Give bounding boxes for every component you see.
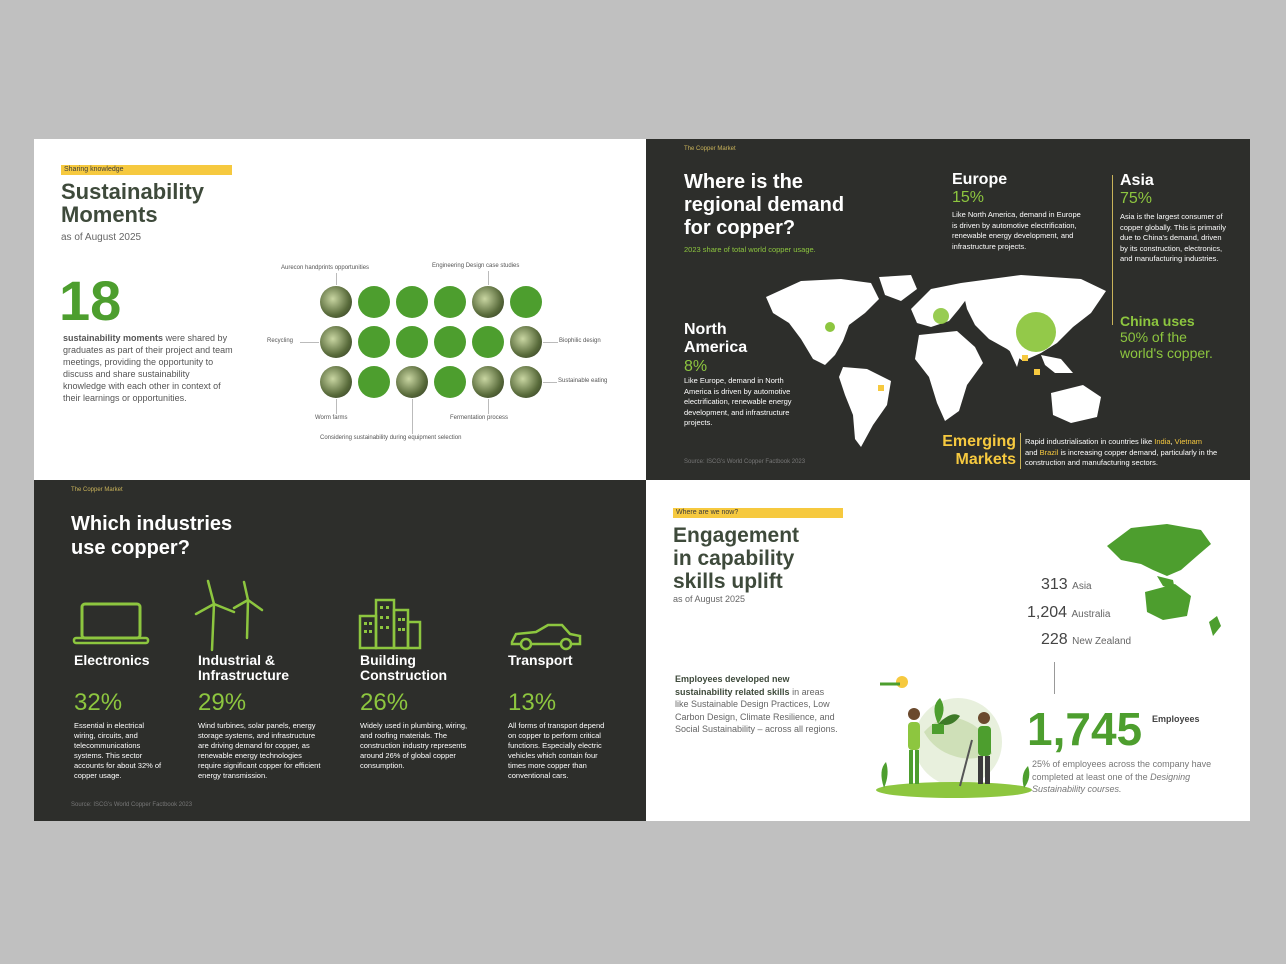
asia-text: Asia is the largest consumer of copper globally. This is primarily due to China's demand, driven by its construction, electronics, and manufacturing industries. — [1120, 212, 1227, 263]
bubble-europe — [933, 308, 949, 324]
industry-text: All forms of transport depend on copper to perform critical functions. Especially electric vehicles which contain four times more copper than conventional cars. — [508, 721, 605, 780]
photo-circle — [396, 366, 428, 398]
buildings-icon — [358, 598, 422, 650]
big-number: 18 — [59, 269, 122, 332]
asia-heading: Asia — [1120, 172, 1154, 189]
industry-pct: 32% — [74, 689, 123, 716]
photo-circle — [510, 366, 542, 398]
emerging-text: Rapid industrialisation in countries like India, Vietnam and Brazil is increasing copper demand, particularly in the construction and manufacturing sectors. — [1025, 437, 1218, 467]
leader-line — [543, 342, 558, 343]
industry-text: Essential in electrical wiring, circuits, and telecommunications systems. This sector accounts for about 32% of copper usage. — [74, 721, 162, 780]
stat-new-zealand — [1041, 631, 1131, 649]
stat-asia — [1041, 576, 1092, 594]
panel-industries — [34, 480, 646, 821]
industry-transport: Transport 13% All forms of transport depend on copper to perform critical functions. Especially electric vehicles which contain four times more copper than conventional cars. — [508, 653, 618, 781]
panel-capability-uplift — [646, 480, 1250, 821]
marker-emerging — [878, 385, 884, 391]
industry-electronics: Electronics 32% Essential in electrical wiring, circuits, and telecommunications systems. This sector accounts for about 32% of copper usage. — [74, 653, 184, 781]
bubble-north-america — [825, 322, 835, 332]
wind-turbine-icon — [194, 578, 266, 652]
label-engineering: Engineering Design case studies — [432, 263, 520, 269]
moment-circle — [472, 326, 504, 358]
photo-circle — [320, 326, 352, 358]
china-callout: China uses 50% of the world's copper. — [1120, 313, 1213, 361]
map-south-america — [839, 367, 891, 447]
description: sustainability moments were shared by graduates as part of their project and team meetings, providing the opportunity to discuss and share sustainability knowledge with each other in context of their learnings or opportunities. — [63, 333, 233, 403]
total-description: 25% of employees across the company have completed at least one of the Designing Sustainability courses. — [1032, 759, 1212, 794]
world-map — [761, 269, 1111, 449]
map-greenland — [879, 275, 917, 301]
stat-label: Australia — [1071, 609, 1111, 620]
label-biophilic: Biophilic design — [559, 338, 601, 344]
north-america-pct: 8% — [684, 358, 708, 375]
photo-circle — [320, 366, 352, 398]
stat-label: Asia — [1072, 581, 1092, 592]
leader-line — [488, 271, 489, 285]
north-america-heading: North America — [684, 321, 748, 356]
stat-number: 228 — [1041, 631, 1068, 648]
page-title: Which industries use copper? — [71, 513, 233, 559]
description: Employees developed new sustainability related skills in areas like Sustainable Design Practices, Low Carbon Design, Climate Resilience, and Social Sustainability – across all regions. — [675, 674, 838, 734]
map-southeast-asia — [1041, 355, 1073, 373]
marker-emerging — [1034, 369, 1040, 375]
total-label: Employees — [1152, 714, 1200, 724]
industry-construction: Building Construction 26% Widely used in plumbing, wiring, and roofing materials. The construction industry represents around 26% of global copper consumption. — [360, 653, 490, 771]
bubble-asia — [1016, 312, 1056, 352]
moment-circle — [358, 286, 390, 318]
source-note: Source: ISCG's World Copper Factbook 2023 — [71, 802, 193, 808]
section-tag: The Copper Market — [684, 146, 736, 152]
map-north-america — [766, 279, 879, 365]
moment-circle — [434, 366, 466, 398]
divider-line — [1112, 175, 1113, 325]
emerging-markets-heading: Emerging Markets — [942, 433, 1016, 468]
moment-circle — [358, 366, 390, 398]
emerging-divider — [1020, 433, 1021, 469]
industry-pct: 29% — [198, 689, 247, 716]
page-title: Engagement in capability skills uplift — [673, 524, 800, 593]
label-recycling: Recycling — [267, 338, 294, 344]
label-aurecon: Aurecon handprints opportunities — [281, 265, 370, 271]
europe-text: Like North America, demand in Europe is driven by automotive electrification, renewable energy development, and infrastructure projects. — [952, 210, 1081, 251]
europe-heading: Europe — [952, 171, 1008, 188]
car-icon — [508, 622, 584, 652]
section-tag: Sharing knowledge — [61, 165, 232, 175]
north-america-text: Like Europe, demand in North America is driven by automotive electrification, renewable energy development, and infrastructure projects. — [684, 376, 792, 427]
stat-number: 1,204 — [1027, 604, 1068, 621]
leader-line — [336, 273, 337, 285]
label-eating: Sustainable eating — [558, 378, 608, 384]
panel-regional-demand — [646, 139, 1250, 480]
asia-pct: 75% — [1120, 190, 1153, 207]
europe-pct: 15% — [952, 189, 985, 206]
industry-pct: 26% — [360, 689, 409, 716]
industry-infrastructure: Industrial & Infrastructure 29% Wind turbines, solar panels, energy storage systems, and infrastructure are driving demand for copper, as renewable energy technologies require significant copper for efficient energy transmission. — [198, 653, 328, 781]
stat-australia — [1027, 604, 1110, 622]
marker-emerging — [1022, 355, 1028, 361]
subtitle: as of August 2025 — [673, 594, 746, 604]
map-australia — [1051, 385, 1101, 423]
photo-circle — [320, 286, 352, 318]
panel-sustainability-moments — [34, 139, 646, 480]
moment-circle — [434, 326, 466, 358]
industry-text: Wind turbines, solar panels, energy storage systems, and infrastructure are driving demand for copper, as renewable energy technologies require significant copper for efficient energy transmission. — [198, 721, 321, 780]
leader-line — [543, 382, 557, 383]
total-employees: 1,745 — [1027, 703, 1143, 755]
industry-text: Widely used in plumbing, wiring, and roofing materials. The construction industry represents around 26% of global copper consumption. — [360, 721, 468, 770]
label-worm: Worm farms — [315, 415, 348, 421]
stat-label: New Zealand — [1072, 636, 1132, 647]
subtitle: as of August 2025 — [61, 232, 142, 243]
subtitle: 2023 share of total world copper usage. — [684, 245, 816, 254]
leader-line — [488, 399, 489, 414]
industry-pct: 13% — [508, 689, 557, 716]
photo-circle — [472, 366, 504, 398]
source-note: Source: ISCG's World Copper Factbook 2023 — [684, 459, 806, 465]
asia-pacific-map — [1101, 520, 1231, 644]
divider-line — [1054, 662, 1055, 694]
moment-circle — [396, 286, 428, 318]
planting-illustration — [874, 670, 1034, 798]
moment-circle — [434, 286, 466, 318]
map-africa — [915, 331, 983, 421]
page-title: Where is the regional demand for copper? — [684, 171, 845, 239]
label-equipment: Considering sustainability during equipment selection — [320, 435, 462, 441]
leader-line — [412, 399, 413, 434]
moment-circle — [510, 286, 542, 318]
photo-circle — [472, 286, 504, 318]
section-tag: Where are we now? — [673, 508, 843, 518]
photo-circle — [510, 326, 542, 358]
section-tag: The Copper Market — [71, 487, 123, 493]
label-fermentation: Fermentation process — [450, 415, 509, 421]
laptop-icon — [72, 600, 152, 646]
moment-circle — [358, 326, 390, 358]
leader-line — [300, 342, 319, 343]
leader-line — [336, 399, 337, 414]
stat-number: 313 — [1041, 576, 1068, 593]
page-title: Sustainability Moments — [61, 179, 205, 227]
moment-circle — [396, 326, 428, 358]
